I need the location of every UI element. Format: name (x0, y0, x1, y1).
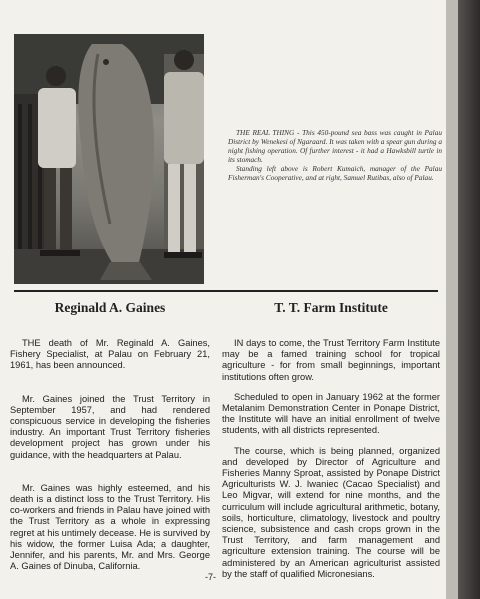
article-paragraph: THE death of Mr. Reginald A. Gaines, Fishery Specialist, at Palau on February 21, 1961, has been announced. (10, 338, 210, 371)
page-number: -7- (205, 572, 216, 582)
article-paragraph: Scheduled to open in January 1962 at the former Metalanim Demonstration Center in Ponape District, the Institute will have an initial enrollment of twelve students, with all districts represented. (222, 391, 440, 436)
article-title: Reginald A. Gaines (54, 300, 166, 315)
caption-paragraph: THE REAL THING - This 450-pound sea bass was caught in Palau District by Wenekesi of Ngaraard. It was taken with a spear gun during a night fishing operation. Of further interest - it had a Hawksbill turtle in its stomach. (228, 128, 442, 164)
article-paragraph: The course, which is being planned, organized and developed by Director of Agriculture and Fisheries Manny Sproat, assisted by Ponape District Agriculturists W. J. Iwaniec (Cacao Specialist) and Leo Migvar, will extend for nine months, and the curriculum will include agricultural arithmetic, botany, soils, horticulture, climatology, livestock and poultry science, subsistence and cash crops grown in the Trust Territory, and farm management and agriculture extension training. The course will be administered by an American agriculturist assisted by the staff of qualified Micronesians. (222, 445, 440, 579)
page-edge (446, 0, 458, 599)
article-paragraph: Mr. Gaines joined the Trust Territory in September 1957, and had rendered conspicuous service in developing the fisheries industry. An important Trust Territory fisheries development project has grown under his guidance, with the headquarters at Palau. (10, 393, 210, 460)
article-title: T. T. Farm Institute (274, 300, 388, 315)
article-farm-institute (222, 300, 440, 589)
article-gaines (10, 300, 210, 594)
binding-shadow (458, 0, 480, 599)
photo-caption (228, 128, 442, 182)
caption-paragraph: Standing left above is Robert Kumaich, manager of the Palau Fisherman's Cooperative, and at right, Samuel Rutibas, also of Palau. (228, 164, 442, 182)
photo-sea-bass-fishermen (14, 34, 204, 284)
article-paragraph: Mr. Gaines was highly esteemed, and his death is a distinct loss to the Trust Territory. His co-workers and friends in Palau have joined with the Trust Territory as a whole in expressing regret at his untimely decease. He is survived by his widow, the former Luisa Ada; a daughter, Jennifer, and his parents, Mr. and Mrs. George A. Gaines of Dinuba, California. (10, 482, 210, 572)
article-paragraph: IN days to come, the Trust Territory Farm Institute may be a famed training school for tropical agriculture - for from small beginnings, important institutions often grow. (222, 338, 440, 382)
photo-illustration (14, 34, 204, 284)
section-divider (14, 290, 438, 292)
